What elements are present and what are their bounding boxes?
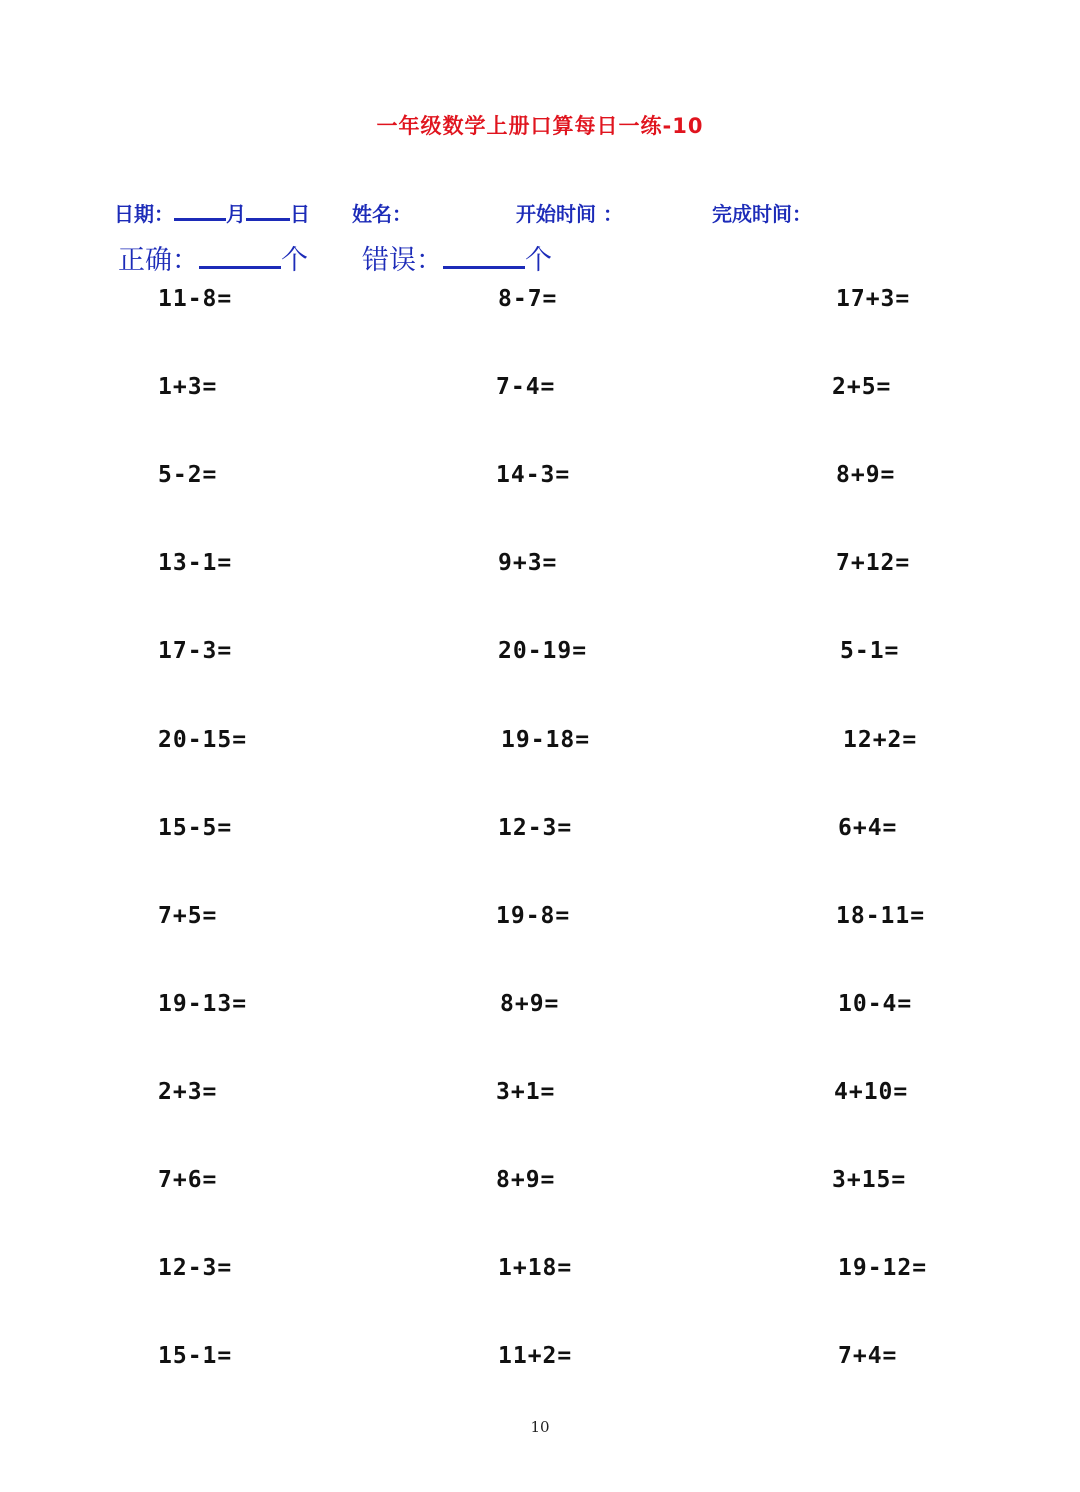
problem-r1-c1: 11-8= [158,286,233,312]
problem-r12-c3: 19-12= [838,1255,928,1281]
problem-r5-c2: 20-19= [498,638,588,664]
problem-r2-c2: 7-4= [496,374,556,400]
problem-r8-c2: 19-8= [496,903,571,929]
problem-r7-c2: 12-3= [498,815,573,841]
correct-blank[interactable] [199,244,281,269]
problem-r13-c3: 7+4= [838,1343,898,1369]
problem-r3-c3: 8+9= [836,462,896,488]
problem-r7-c1: 15-5= [158,815,233,841]
problem-r2-c1: 1+3= [158,374,218,400]
info-row-date-name-time [114,198,310,227]
day-label: 日 [290,202,310,226]
problem-r7-c3: 6+4= [838,815,898,841]
problem-r1-c2: 8-7= [498,286,558,312]
problem-r10-c3: 4+10= [834,1079,909,1105]
wrong-count-field [362,238,552,277]
problem-r6-c1: 20-15= [158,727,248,753]
problem-r3-c1: 5-2= [158,462,218,488]
problem-r8-c3: 18-11= [836,903,926,929]
correct-label: 正确： [118,245,199,276]
problem-r13-c1: 15-1= [158,1343,233,1369]
problem-r9-c3: 10-4= [838,991,913,1017]
day-blank[interactable] [246,200,290,221]
month-label: 月 [226,202,246,226]
wrong-label: 错误： [362,245,443,276]
wrong-blank[interactable] [443,244,525,269]
correct-count-field [118,238,308,277]
problem-r2-c3: 2+5= [832,374,892,400]
problem-r5-c3: 5-1= [840,638,900,664]
problem-r13-c2: 11+2= [498,1343,573,1369]
problem-r11-c2: 8+9= [496,1167,556,1193]
problem-r4-c1: 13-1= [158,550,233,576]
problem-r12-c2: 1+18= [498,1255,573,1281]
finish-time-field [712,198,812,227]
problem-r12-c1: 12-3= [158,1255,233,1281]
problem-r4-c2: 9+3= [498,550,558,576]
worksheet-title: 一年级数学上册口算每日一练-10 [376,114,704,138]
problem-r6-c2: 19-18= [501,727,591,753]
wrong-unit: 个 [525,245,552,276]
problem-r9-c2: 8+9= [500,991,560,1017]
problem-r6-c3: 12+2= [843,727,918,753]
problem-r8-c1: 7+5= [158,903,218,929]
problem-r11-c3: 3+15= [832,1167,907,1193]
correct-unit: 个 [281,245,308,276]
problem-r9-c1: 19-13= [158,991,248,1017]
month-blank[interactable] [174,200,226,221]
problem-r10-c1: 2+3= [158,1079,218,1105]
problem-r10-c2: 3+1= [496,1079,556,1105]
finish-time-label: 完成时间： [712,202,812,226]
problem-r5-c1: 17-3= [158,638,233,664]
problem-r3-c2: 14-3= [496,462,571,488]
problem-r1-c3: 17+3= [836,286,911,312]
page-number: 10 [530,1418,550,1436]
name-label: 姓名： [352,202,412,226]
problem-r4-c3: 7+12= [836,550,911,576]
name-field [352,198,412,227]
date-label: 日期： [114,202,174,226]
start-time-label: 开始时间 ： [516,202,623,226]
problem-r11-c1: 7+6= [158,1167,218,1193]
start-time-field [516,198,623,227]
